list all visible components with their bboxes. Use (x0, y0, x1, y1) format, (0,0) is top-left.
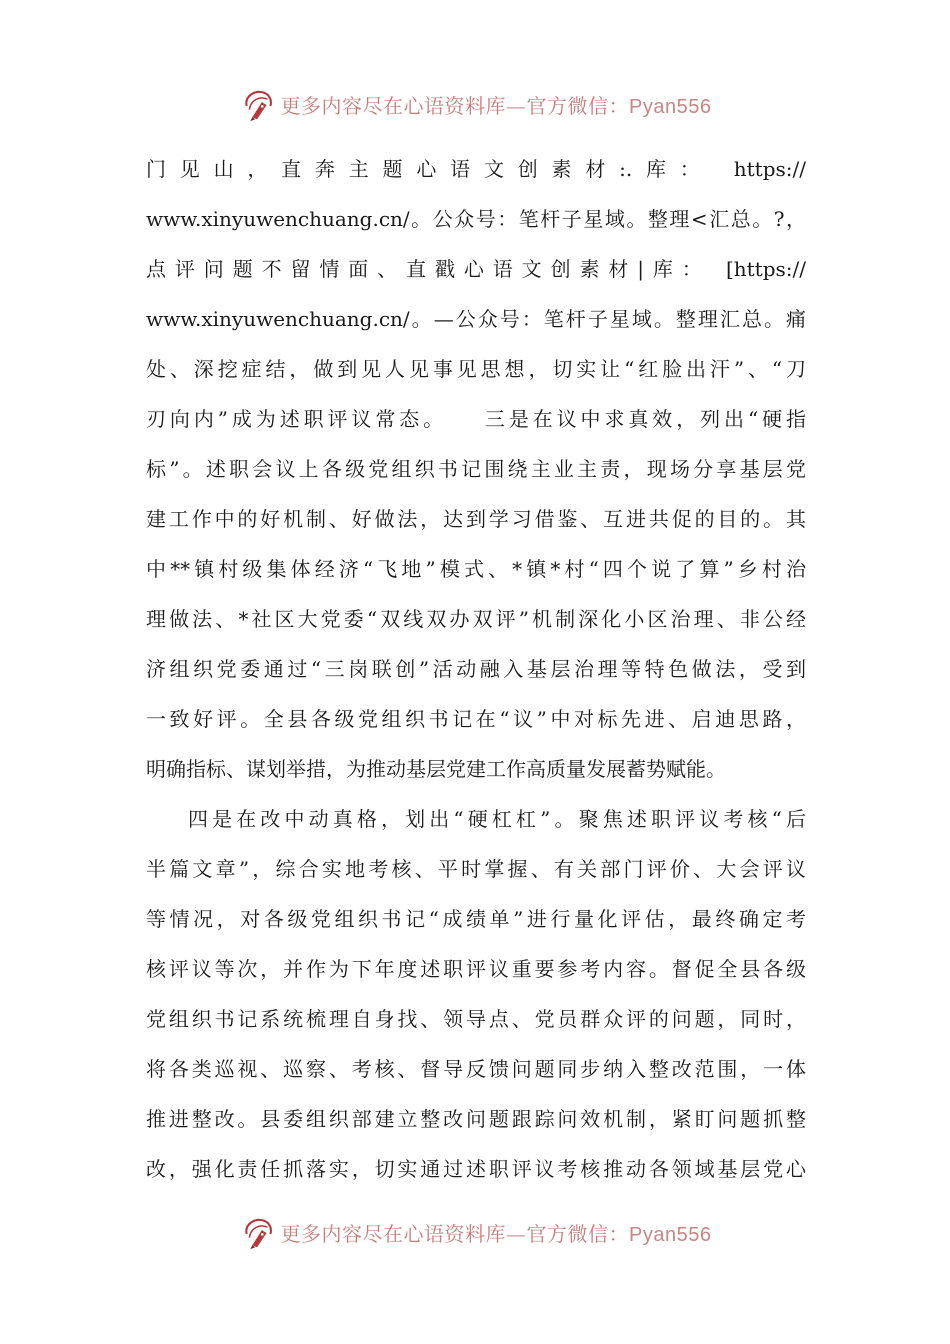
text-line: 建工作中的好机制、好做法，达到学习借鉴、互进共促的目的。其 (146, 507, 806, 531)
pen-logo-icon (239, 1213, 277, 1251)
text-line: 半篇文章”，综合实地考核、平时掌握、有关部门评价、大会评议 (146, 857, 806, 881)
footer-banner (0, 1212, 950, 1252)
text-line: 标”。述职会议上各级党组织书记围绕主业主责，现场分享基层党 (146, 457, 806, 481)
wechat-label: 官方微信： (526, 1221, 630, 1246)
pen-logo-icon (239, 85, 277, 123)
text-line: www.xinyuwenchuang.cn/。—公众号：笔杆子星域。整理汇总。痛 (146, 307, 806, 331)
header-banner (0, 84, 950, 124)
text-line: 党组织书记系统梳理自身找、领导点、党员群众评的问题，同时， (146, 1007, 806, 1031)
text-line: 一致好评。全县各级党组织书记在“议”中对标先进、启迪思路， (146, 707, 806, 731)
paragraph-start-line: 四是在改中动真格，划出“硬杠杠”。聚焦述职评议考核“后 (188, 807, 806, 831)
text-line: 中**镇村级集体经济“飞地”模式、*镇*村“四个说了算”乡村治 (146, 557, 806, 581)
text-line: 将各类巡视、巡察、考核、督导反馈问题同步纳入整改范围，一体 (146, 1057, 806, 1081)
wechat-label: 官方微信： (526, 93, 630, 118)
text-line: 核评议等次，并作为下年度述职评议重要参考内容。督促全县各级 (146, 957, 806, 981)
text-line: 理做法、*社区大党委“双线双办双评”机制深化小区治理、非公经 (146, 607, 806, 631)
banner-text (281, 90, 712, 119)
document-body (146, 144, 806, 1194)
text-line: 改，强化责任抓落实，切实通过述职评议考核推动各领域基层党心 (146, 1157, 806, 1181)
separator: — (506, 93, 527, 118)
text-line: 明确指标、谋划举措，为推动基层党建工作高质量发展蓄势赋能。 (146, 757, 726, 781)
wechat-id: Pyan556 (629, 95, 712, 118)
text-line: 门见山，直奔主题心语文创素材:.库： https:// (146, 157, 806, 181)
text-line: 刃向内”成为述职评议常态。 三是在议中求真效，列出“硬指 (146, 407, 806, 431)
wechat-id: Pyan556 (629, 1223, 712, 1246)
brand-text: 更多内容尽在心语资料库 (280, 93, 507, 118)
text-line: 济组织党委通过“三岗联创”活动融入基层治理等特色做法，受到 (146, 657, 806, 681)
text-line: 点评问题不留情面、直戳心语文创素材|库： [https:// (146, 257, 806, 281)
text-line: 推进整改。县委组织部建立整改问题跟踪问效机制，紧盯问题抓整 (146, 1107, 806, 1131)
text-line: www.xinyuwenchuang.cn/。公众号：笔杆子星域。整理<汇总。?， (146, 207, 806, 231)
brand-text: 更多内容尽在心语资料库 (280, 1221, 507, 1246)
separator: — (506, 1221, 527, 1246)
text-line: 处、深挖症结，做到见人见事见思想，切实让“红脸出汗”、“刀 (146, 357, 806, 381)
banner-text (281, 1218, 712, 1247)
text-line: 等情况，对各级党组织书记“成绩单”进行量化评估，最终确定考 (146, 907, 806, 931)
